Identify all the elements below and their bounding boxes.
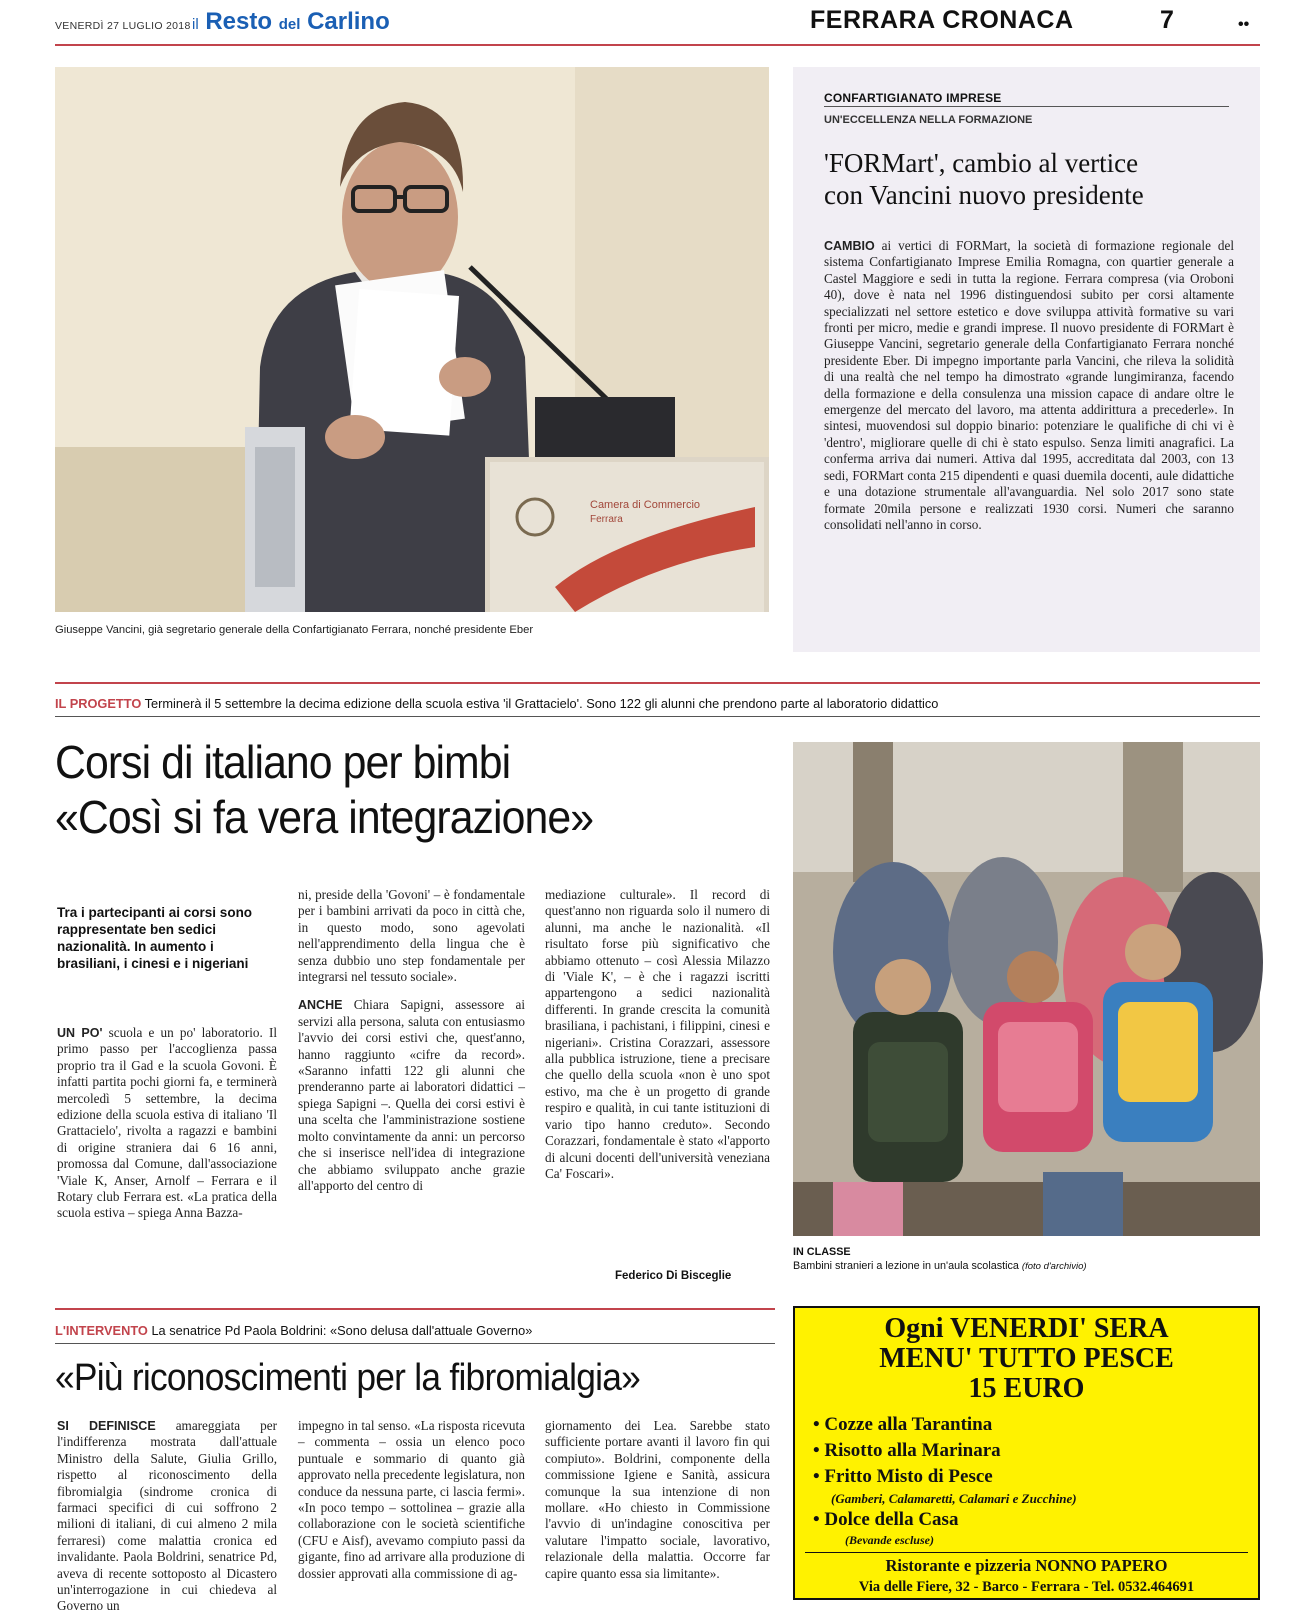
intervento-headline: «Più riconoscimenti per la fibromialgia»: [55, 1357, 641, 1399]
project-byline: Federico Di Bisceglie: [615, 1270, 732, 1282]
project-photo-caption: IN CLASSE Bambini stranieri a lezione in un'aula scolastica (foto d'archivio): [793, 1245, 1263, 1274]
project-kicker: IL PROGETTO: [55, 696, 142, 711]
masthead-date: VENERDÌ 27 LUGLIO 2018: [55, 20, 191, 32]
masthead-rule: [55, 44, 1260, 46]
page-number: 7: [1160, 6, 1174, 34]
ad-item-3: • Fritto Misto di Pesce: [813, 1466, 993, 1487]
sidebar-body: CAMBIO ai vertici di FORMart, la società di formazione regionale del sistema Confartigianato Imprese Emilia Romagna, con quartier generale a Castel Maggiore e sedi in tutta la regione. Ferrara compresa (via Oroboni 40), dove è nata nel 1996 distinguendosi subito per corsi altamente specializzati nel settore estetico e dove sviluppa attività formative su vari fronti per micro, medie e grandi imprese. Il nuovo presidente di FORMart è Giuseppe Vancini, segretario generale della Confartigianato Ferrara nonché presidente Eber. Di impegno importante parla Vancini, che rileva la solidità di una realtà che nel tempo ha dimostrato «grande lungimiranza, facendo della formazione e della consulenza una mission capace di andare oltre le emergenze del mercato del lavoro, ma attenta addirittura a precederle». In sintesi, muovendosi sul doppio binario: potenziare le qualifiche di chi vi è 'dentro', migliorare quelle di chi è stato espulso. Senza limiti anagrafici. La conferma arriva dai numeri. Attiva dal 1995, accreditata dal 2003, con 13 sedi, FORMart conta 215 dipendenti e quasi duemila docenti, aule didattiche e una dotazione strumentale all'avanguardia. Nel solo 2017 sono state formate 20mila persone e realizzati 1930 corsi. Numeri che saranno consolidati nell'anno in corso.: [824, 238, 1234, 532]
top-photo-caption: Giuseppe Vancini, già segretario generale della Confartigianato Ferrara, nonché presidente Eber: [55, 624, 534, 636]
paper-logo: il Resto del Carlino: [192, 8, 390, 35]
project-kicker-text: Terminerà il 5 settembre la decima edizione della scuola estiva 'il Grattacielo'. Sono 122 gli alunni che prendono parte al laboratorio didattico: [144, 696, 939, 711]
sidebar-subkicker: UN'ECCELLENZA NELLA FORMAZIONE: [824, 114, 1033, 126]
project-summary: Tra i partecipanti ai corsi sono rappresentate ben sedici nazionalità. In aumento i brasiliani, i cinesi e i nigeriani: [57, 905, 253, 971]
podium-text-1: Camera di Commercio: [590, 499, 701, 511]
top-photo: [55, 67, 769, 612]
ad-restaurant-name: Ristorante e pizzeria NONNO PAPERO: [885, 1556, 1168, 1575]
corner-mark: ••: [1238, 16, 1250, 33]
intervento-kicker-line: [55, 1323, 532, 1338]
ad-headline-1: Ogni VENERDI' SERA: [884, 1313, 1169, 1344]
intervento-col3: giornamento dei Lea. Sarebbe stato sufficiente portare avanti il lavoro fin qui compiuto». Boldrini, componente della commissione Igiene e Sanità, assicura comunque la sua intenzione di non mollare. «Ho chiesto in Commissione l'avvio di un'indagine conoscitiva per valutare l'impatto sociale, lavorativo, relazionale della malattia. Occorre far capire quanto essa sia limitante».: [545, 1418, 770, 1581]
sidebar-kicker: CONFARTIGIANATO IMPRESE: [824, 91, 1002, 105]
intervento-col1: SI DEFINISCE amareggiata per l'indifferenza mostrata dall'attuale Ministro della Salute, Giulia Grillo, rispetto al riconoscimento della fibromialgia (sindrome cronica di farmaci specifici di cui soffrono 2 milioni di italiani, di cui almeno 2 mila ferraresi) come malattia cronica ed invalidante. Paola Boldrini, senatrice Pd, aveva di recente sottoposto al Dicastero un'interrogazione in cui chiedeva al Governo un: [57, 1418, 277, 1614]
intervento-kicker-rule: [55, 1343, 775, 1344]
ad-headline-3: 15 EURO: [968, 1373, 1085, 1404]
intervento-kicker-text: La senatrice Pd Paola Boldrini: «Sono delusa dall'attuale Governo»: [151, 1323, 533, 1338]
photo-label: IN CLASSE: [793, 1246, 851, 1258]
project-col2: ni, preside della 'Govoni' – è fondamentale per i bambini arrivati da poco in città che, in questo modo, sono agevolati nell'apprendimento della lingua che è senza dubbio uno step fondamentale per integrarsi nel tessuto sociale». ANCHE Chiara Sapigni, assessore ai servizi alla persona, saluta con entusiasmo l'avvio dei corsi estivi che, quest'anno, hanno raggiunto «cifre da record». «Saranno infatti 122 gli alunni che prenderanno parte ai laboratori didattici – spiega Sapigni –. Quella dei corsi estivi è una scelta che l'amministrazione sostiene molto convintamente da anni: un percorso che si inserisce nell'idea di integrazione che abbiamo sviluppato anche grazie all'apporto del centro di: [298, 887, 526, 1193]
speaker-illustration: [55, 67, 769, 612]
podium-text-2: Ferrara: [590, 514, 623, 525]
project-headline: Corsi di italiano per bimbi «Così si fa vera integrazione»: [55, 736, 594, 843]
project-kicker-rule: [55, 716, 1260, 717]
intervento-rule: [55, 1308, 775, 1310]
ad-address: Via delle Fiere, 32 - Barco - Ferrara - Tel. 0532.464691: [858, 1579, 1195, 1595]
masthead: [0, 0, 1315, 48]
intervento-col2: impegno in tal senso. «La risposta ricevuta – commenta – ossia un elenco poco puntuale e sommario di quanto già approvato nella precedente legislatura, non conduce da nessuna parte, ci lascia fermi». «In poco tempo – sottolinea – grazie alla collaborazione con le società scientifiche (CFU e Aisf), avevamo compiuto passi da gigante, fino ad arrivare alla produzione di dossier approvati alla commissione di ag-: [298, 1418, 525, 1581]
ad-item-3-note: (Gamberi, Calamaretti, Calamari e Zucchine): [831, 1491, 1077, 1506]
children-illustration: [793, 742, 1260, 1236]
ad-item-2: • Risotto alla Marinara: [813, 1440, 1001, 1461]
intervento-kicker: L'INTERVENTO: [55, 1323, 148, 1338]
sidebar-kicker-rule: [824, 106, 1229, 107]
project-col3: mediazione culturale». Il record di quest'anno non riguarda solo il numero di alunni, ma anche le nazionalità. «Il risultato forse più significativo che abbiamo ottenuto – così Alessia Milazzo di 'Viale K', – è che i ragazzi iscritti appartengono a sedici nazionalità differenti. In grande crescita la comunità brasiliana, i pachistani, i filippini, cinesi e nigeriani». Cristina Corazzari, assessore alla pubblica istruzione, tiene a precisare che quello della scuola «non è uno spot estivo, ma che è un progetto di grande respiro e qualità, in cui tante istituzioni di vario tipo hanno creduto». Secondo Corazzari, fondamentale è stato «l'apporto di alcuni docenti dell'università veneziana Ca' Foscari».: [545, 887, 770, 1181]
ad-item-4: • Dolce della Casa: [813, 1509, 959, 1530]
section-title: FERRARA CRONACA: [810, 6, 1074, 34]
project-col1: UN PO' scuola e un po' laboratorio. Il primo passo per l'accoglienza passa proprio tra il Gad e la scuola Govoni. È infatti partita pochi giorni fa, e terminerà mercoledì 5 settembre, la decima edizione della scuola estiva di italiano 'Il Grattacielo', rivolta a ragazzi e bambini di origine straniera dai 6 16 anni, promossa dal Comune, dall'associazione 'Viale K, Anser, Arnolf – Ferrara e il Rotary club Ferrara est. «La pratica della scuola estiva – spiega Anna Bazza-: [57, 1025, 277, 1221]
sidebar-lead-word: CAMBIO: [824, 239, 875, 253]
ad-headline-2: MENU' TUTTO PESCE: [879, 1343, 1174, 1374]
ad-item-4-note: (Bevande escluse): [845, 1533, 934, 1547]
project-rule: [55, 682, 1260, 684]
ad-item-1: • Cozze alla Tarantina: [813, 1414, 993, 1435]
project-kicker-line: [55, 696, 1265, 711]
restaurant-advert: [793, 1306, 1260, 1600]
project-photo: [793, 742, 1260, 1236]
sidebar-headline: 'FORMart', cambio al vertice con Vancini nuovo presidente: [824, 148, 1144, 210]
